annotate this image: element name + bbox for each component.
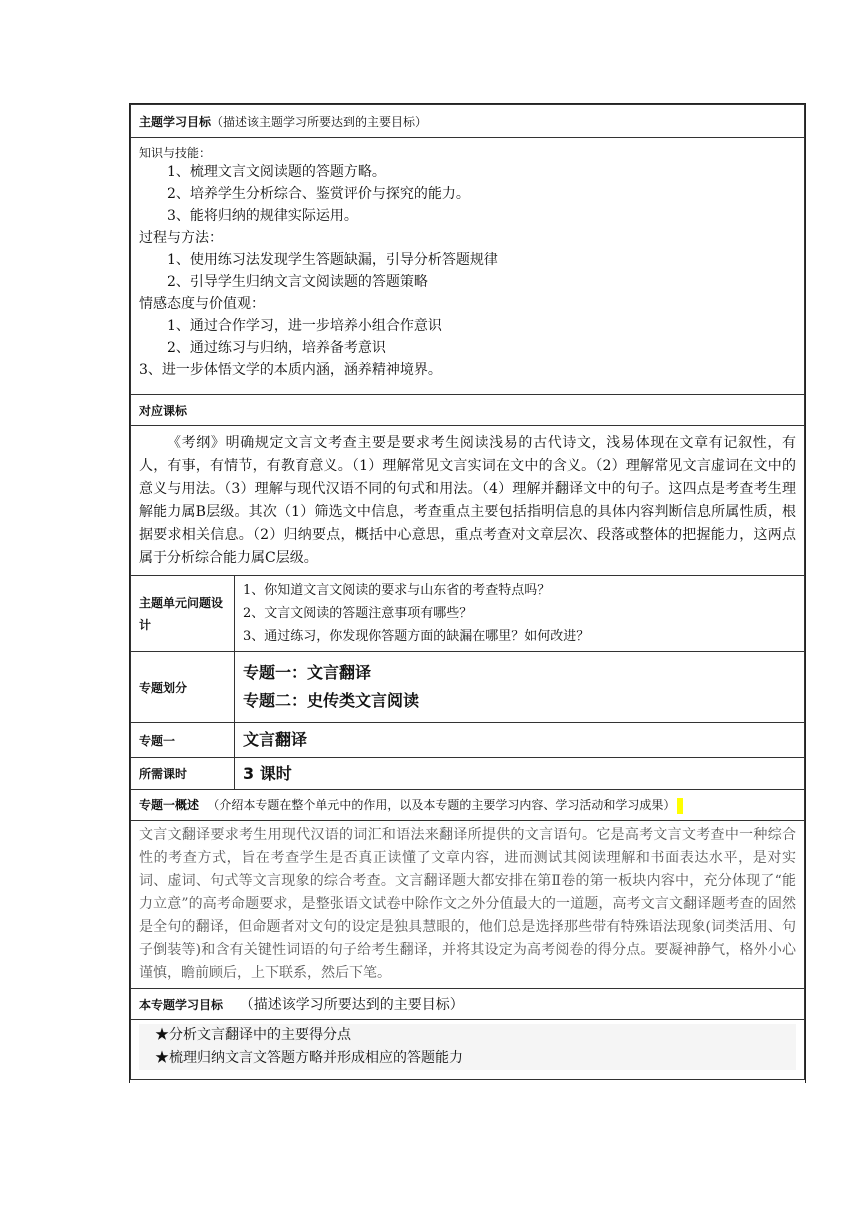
section-header-overview [131, 790, 805, 821]
question-item: 3、通过练习，你发现你答题方面的缺漏在哪里？如何改进？ [243, 629, 590, 644]
section-header-goals [131, 105, 805, 138]
topic-item: 专题一：文言翻译 [243, 663, 372, 682]
emotion-item: 2、通过练习与归纳，培养备考意识 [167, 340, 386, 356]
emotion-label: 情感态度与价值观： [139, 296, 265, 312]
emotion-item: 3、进一步体悟文学的本质内涵，涵养精神境界。 [139, 362, 442, 378]
section-header-standards: 对应课标 [131, 395, 805, 426]
topic-goals-title: 本专题学习目标 [139, 998, 224, 1012]
text-highlight-mark [677, 798, 683, 814]
overview-paragraph: 文言文翻译要求考生用现代汉语的词汇和语法来翻译所提供的文言语句。它是高考文言文考查中一种综合性的考查方式，旨在考查学生是否真正读懂了文章内容，进而测试其阅读理解和书面表达水平，是对实词、虚词、句式等文言现象的综合考查。文言翻译题大都安排在第Ⅱ卷的第一板块内容中，充分体现了“能力立意”的高考命题要求，是整张语文试卷中除作文之外分值最大的一道题，高考文言文翻译题考查的固然是全句的翻译，但命题者对文句的设定是独具慧眼的，他们总是选择那些带有特殊语法现象(词类活用、句子倒装等)和含有关键性词语的句子给考生翻译，并将其设定为高考阅卷的得分点。要凝神静气，格外小心谨慎，瞻前顾后，上下联系，然后下笔。 [139, 827, 796, 981]
topic-one-value: 文言翻译 [235, 723, 805, 758]
topic-goal-item: ★分析文言翻译中的主要得分点 [139, 1024, 796, 1047]
process-item: 1、使用练习法发现学生答题缺漏，引导分析答题规律 [167, 252, 498, 268]
knowledge-item: 2、培养学生分析综合、鉴赏评价与探究的能力。 [167, 186, 470, 202]
questions-content [235, 576, 805, 652]
topics-label: 专题划分 [131, 652, 235, 723]
topic-goals-note: （描述该学习所要达到的主要目标） [239, 997, 464, 1013]
knowledge-item: 3、能将归纳的规律实际运用。 [167, 208, 358, 224]
topics-content [235, 652, 805, 723]
goals-title: 主题学习目标 [139, 114, 212, 129]
questions-label: 主题单元问题设计 [131, 576, 235, 652]
knowledge-label: 知识与技能： [139, 146, 212, 160]
standards-content [131, 426, 805, 576]
standards-paragraph: 《考纲》明确规定文言文考查主要是要求考生阅读浅易的古代诗文，浅易体现在文章有记叙性，有人，有事，有情节，有教育意义。（1）理解常见文言实词在文中的含义。（2）理解常见文言虚词在文中的意义与用法。（3）理解与现代汉语不同的句式和用法。（4）理解并翻译文中的句子。这四点是考查考生理解能力属B层级。其次（1）筛选文中信息，考查重点主要包括指明信息的具体内容判断信息所属性质，根据要求相关信息。（2）归纳要点，概括中心意思，重点考查对文章层次、段落或整体的把握能力，这两点属于分析综合能力属C层级。 [139, 434, 796, 566]
process-item: 2、引导学生归纳文言文阅读题的答题策略 [167, 274, 428, 290]
overview-note: （介绍本专题在整个单元中的作用，以及本专题的主要学习内容、学习活动和学习成果） [207, 798, 676, 813]
topic-goal-item: ★梳理归纳文言文答题方略并形成相应的答题能力 [139, 1047, 796, 1070]
lesson-plan-table [129, 103, 806, 1083]
topic-goals-content [131, 1020, 805, 1080]
goals-note: （描述该主题学习所要达到的主要目标） [211, 114, 428, 129]
hours-value: 3 课时 [235, 758, 805, 790]
process-label: 过程与方法： [139, 230, 223, 246]
hours-label: 所需课时 [131, 758, 235, 790]
emotion-item: 1、通过合作学习，进一步培养小组合作意识 [167, 318, 442, 334]
goals-content [131, 138, 805, 395]
topic-item: 专题二：史传类文言阅读 [243, 691, 420, 710]
question-item: 2、文言文阅读的答题注意事项有哪些？ [243, 606, 473, 621]
question-item: 1、你知道文言文阅读的要求与山东省的考查特点吗？ [243, 583, 551, 598]
topic-one-label: 专题一 [131, 723, 235, 758]
section-header-topic-goals [131, 989, 805, 1020]
overview-content [131, 821, 805, 989]
overview-title: 专题一概述 [139, 798, 200, 813]
knowledge-item: 1、梳理文言文阅读题的答题方略。 [167, 164, 386, 180]
